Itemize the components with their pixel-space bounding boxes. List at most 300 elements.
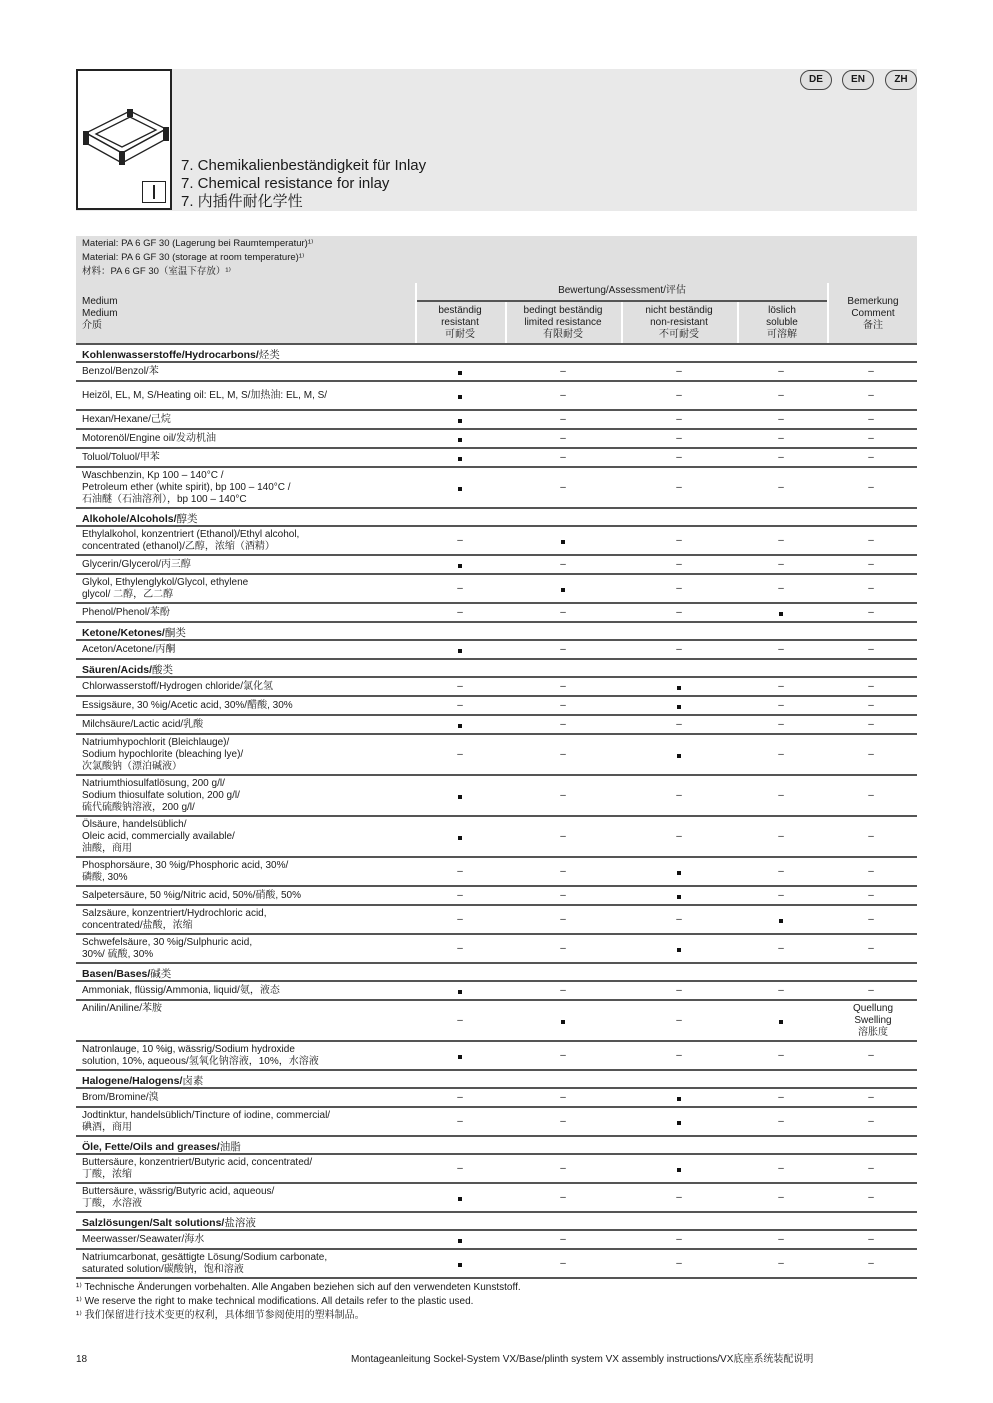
table-rule bbox=[76, 380, 917, 382]
column-divider bbox=[827, 1250, 829, 1277]
column-divider bbox=[737, 1042, 739, 1069]
table-rule bbox=[76, 815, 917, 817]
resistance-dash: – bbox=[676, 718, 682, 730]
resistance-dash: – bbox=[560, 830, 566, 842]
column-divider bbox=[621, 1001, 623, 1040]
resistance-dash: – bbox=[676, 451, 682, 463]
resistance-dash: – bbox=[676, 1049, 682, 1061]
header-col-line: soluble bbox=[766, 317, 798, 328]
column-divider bbox=[415, 1231, 417, 1248]
column-divider bbox=[505, 1042, 507, 1069]
medium-cell bbox=[82, 1186, 274, 1210]
resistance-dash: – bbox=[676, 913, 682, 925]
medium-line: Motorenöl/Engine oil/发动机油 bbox=[82, 432, 216, 444]
table-rule bbox=[76, 676, 917, 678]
medium-cell bbox=[82, 908, 267, 932]
column-divider bbox=[737, 1184, 739, 1211]
header-col-line: nicht beständig bbox=[645, 305, 713, 316]
resistance-mark-icon bbox=[458, 795, 462, 799]
resistance-dash: – bbox=[778, 481, 784, 493]
medium-line: Ölsäure, handelsüblich/ bbox=[82, 818, 187, 830]
column-divider bbox=[621, 411, 623, 428]
header-col-2 bbox=[621, 305, 737, 341]
medium-line: Natriumcarbonat, gesättigte Lösung/Sodium carbonate, bbox=[82, 1251, 328, 1263]
column-divider bbox=[827, 468, 829, 507]
column-divider bbox=[415, 575, 417, 602]
resistance-mark-icon bbox=[458, 1055, 462, 1059]
column-divider bbox=[415, 935, 417, 962]
table-rule bbox=[76, 1087, 917, 1089]
medium-cell bbox=[82, 1044, 319, 1068]
column-divider bbox=[621, 716, 623, 733]
column-divider bbox=[621, 817, 623, 856]
resistance-dash: – bbox=[457, 748, 463, 760]
comment-cell: – bbox=[868, 534, 874, 546]
footnote-0: ¹⁾ Technische Änderungen vorbehalten. Alle Angaben beziehen sich auf den verwendeten Kunststoff. bbox=[76, 1282, 521, 1293]
column-divider bbox=[827, 776, 829, 815]
table-rule bbox=[76, 695, 917, 697]
table-rule bbox=[76, 980, 917, 982]
resistance-dash: – bbox=[676, 413, 682, 425]
table-rule bbox=[76, 343, 917, 345]
column-divider bbox=[621, 1184, 623, 1211]
language-badge-zh: ZH bbox=[885, 70, 917, 90]
resistance-dash: – bbox=[778, 889, 784, 901]
column-divider bbox=[415, 604, 417, 621]
column-divider bbox=[505, 716, 507, 733]
column-divider bbox=[621, 858, 623, 885]
column-divider bbox=[737, 468, 739, 507]
resistance-mark-icon bbox=[458, 395, 462, 399]
resistance-dash: – bbox=[560, 680, 566, 692]
category-heading-cjk: 醇类 bbox=[176, 513, 198, 525]
column-divider bbox=[827, 858, 829, 885]
table-rule bbox=[76, 507, 917, 509]
comment-cell: – bbox=[868, 984, 874, 996]
column-divider bbox=[415, 735, 417, 774]
header-comment bbox=[829, 296, 917, 332]
column-divider bbox=[505, 1250, 507, 1277]
resistance-dash: – bbox=[676, 389, 682, 401]
resistance-dash: – bbox=[560, 606, 566, 618]
column-divider bbox=[415, 697, 417, 714]
column-divider bbox=[415, 1155, 417, 1182]
column-divider bbox=[505, 641, 507, 658]
category-heading-cjk: 烃类 bbox=[258, 349, 280, 361]
column-divider bbox=[737, 982, 739, 999]
column-divider bbox=[621, 935, 623, 962]
column-divider bbox=[415, 430, 417, 447]
column-divider bbox=[505, 382, 507, 409]
resistance-dash: – bbox=[676, 432, 682, 444]
header-medium-line: Medium bbox=[82, 296, 118, 307]
resistance-dash: – bbox=[778, 534, 784, 546]
medium-line: Oleic acid, commercially available/ bbox=[82, 830, 235, 842]
resistance-mark-icon bbox=[677, 871, 681, 875]
resistance-dash: – bbox=[457, 913, 463, 925]
category-heading: Säuren/Acids/酸类 bbox=[82, 664, 174, 676]
table-rule bbox=[76, 774, 917, 776]
column-divider bbox=[415, 716, 417, 733]
comment-cell: – bbox=[868, 1233, 874, 1245]
header-col-line: non-resistant bbox=[650, 317, 708, 328]
column-divider bbox=[827, 982, 829, 999]
column-divider bbox=[621, 1108, 623, 1135]
resistance-dash: – bbox=[778, 789, 784, 801]
header-medium-line: 介质 bbox=[82, 320, 102, 331]
resistance-dash: – bbox=[560, 1191, 566, 1203]
column-divider bbox=[621, 1089, 623, 1106]
medium-line: Glycerin/Glycerol/丙三醇 bbox=[82, 558, 191, 570]
medium-line: Sodium thiosulfate solution, 200 g/l/ bbox=[82, 789, 240, 801]
resistance-mark-icon bbox=[677, 754, 681, 758]
column-divider bbox=[505, 935, 507, 962]
column-divider bbox=[737, 527, 739, 554]
column-divider bbox=[827, 527, 829, 554]
column-divider bbox=[505, 363, 507, 380]
column-divider bbox=[737, 411, 739, 428]
medium-cell bbox=[82, 1003, 162, 1015]
column-divider bbox=[621, 1042, 623, 1069]
header-assessment: Bewertung/Assessment/评估 bbox=[558, 285, 686, 296]
column-divider bbox=[621, 382, 623, 409]
table-rule bbox=[76, 1211, 917, 1213]
column-divider bbox=[737, 1001, 739, 1040]
column-divider bbox=[827, 604, 829, 621]
medium-line: 石油醚（石油溶剂），bp 100 – 140°C bbox=[82, 493, 247, 505]
medium-line: Natriumhypochlorit (Bleichlauge)/ bbox=[82, 736, 230, 748]
resistance-mark-icon bbox=[458, 438, 462, 442]
column-divider bbox=[737, 735, 739, 774]
medium-line: Waschbenzin, Kp 100 – 140°C / bbox=[82, 469, 224, 481]
resistance-dash: – bbox=[560, 643, 566, 655]
resistance-dash: – bbox=[778, 865, 784, 877]
medium-cell bbox=[82, 1234, 204, 1246]
column-divider bbox=[415, 1184, 417, 1211]
resistance-dash: – bbox=[457, 889, 463, 901]
resistance-dash: – bbox=[457, 1014, 463, 1026]
resistance-mark-icon bbox=[677, 686, 681, 690]
table-rule bbox=[76, 361, 917, 363]
resistance-mark-icon bbox=[458, 1197, 462, 1201]
medium-line: concentrated (ethanol)/乙醇，浓缩（酒精） bbox=[82, 540, 275, 552]
column-divider bbox=[737, 363, 739, 380]
table-rule bbox=[76, 904, 917, 906]
resistance-dash: – bbox=[778, 699, 784, 711]
column-divider bbox=[505, 430, 507, 447]
resistance-mark-icon bbox=[458, 457, 462, 461]
medium-line: Schwefelsäure, 30 %ig/Sulphuric acid, bbox=[82, 936, 253, 948]
column-divider bbox=[827, 449, 829, 466]
resistance-mark-icon bbox=[561, 540, 565, 544]
resistance-dash: – bbox=[560, 389, 566, 401]
resistance-mark-icon bbox=[779, 919, 783, 923]
column-divider bbox=[415, 678, 417, 695]
column-divider bbox=[415, 556, 417, 573]
comment-cell: – bbox=[868, 718, 874, 730]
table-rule bbox=[76, 639, 917, 641]
medium-cell bbox=[82, 577, 248, 601]
medium-cell bbox=[82, 366, 159, 378]
resistance-dash: – bbox=[778, 1257, 784, 1269]
table-rule bbox=[76, 621, 917, 623]
page-number: 18 bbox=[76, 1354, 88, 1365]
category-heading: Basen/Bases/碱类 bbox=[82, 968, 172, 980]
resistance-dash: – bbox=[778, 718, 784, 730]
resistance-mark-icon bbox=[458, 724, 462, 728]
header-medium-line: Medium bbox=[82, 308, 118, 319]
resistance-dash: – bbox=[560, 1115, 566, 1127]
column-divider bbox=[505, 575, 507, 602]
resistance-dash: – bbox=[778, 643, 784, 655]
header-comment-line: Bemerkung bbox=[847, 296, 899, 307]
medium-line: Benzol/Benzol/苯 bbox=[82, 365, 159, 377]
medium-line: Ethylalkohol, konzentriert (Ethanol)/Ethyl alcohol, bbox=[82, 528, 300, 540]
column-divider bbox=[827, 1042, 829, 1069]
language-badge-en: EN bbox=[842, 70, 874, 90]
header-col-line: 不可耐受 bbox=[659, 329, 699, 340]
column-divider bbox=[505, 817, 507, 856]
table-rule bbox=[76, 1248, 917, 1250]
column-divider bbox=[737, 449, 739, 466]
column-divider bbox=[621, 982, 623, 999]
resistance-dash: – bbox=[778, 1233, 784, 1245]
category-heading: Halogene/Halogens/卤素 bbox=[82, 1075, 204, 1087]
header-col-line: 可耐受 bbox=[445, 329, 475, 340]
header-col-line: 有限耐受 bbox=[543, 329, 583, 340]
column-divider bbox=[505, 411, 507, 428]
comment-line: 溶胀度 bbox=[858, 1026, 888, 1038]
table-rule bbox=[76, 1153, 917, 1155]
resistance-dash: – bbox=[778, 1162, 784, 1174]
column-divider bbox=[415, 1042, 417, 1069]
medium-line: Aceton/Acetone/丙酮 bbox=[82, 643, 176, 655]
medium-line: Essigsäure, 30 %ig/Acetic acid, 30%/醋酸, 30% bbox=[82, 699, 293, 711]
table-rule bbox=[76, 428, 917, 430]
column-divider bbox=[415, 1250, 417, 1277]
table-rule bbox=[76, 1229, 917, 1231]
table-rule bbox=[76, 573, 917, 575]
material-en: Material: PA 6 GF 30 (storage at room temperature)¹⁾ bbox=[82, 252, 305, 263]
page-titles bbox=[181, 157, 426, 211]
inlay-mark-icon bbox=[142, 181, 166, 203]
resistance-dash: – bbox=[778, 984, 784, 996]
column-divider bbox=[827, 935, 829, 962]
resistance-dash: – bbox=[676, 481, 682, 493]
medium-line: Salpetersäure, 50 %ig/Nitric acid, 50%/硝酸, 50% bbox=[82, 889, 301, 901]
column-divider bbox=[737, 556, 739, 573]
category-heading: Ketone/Ketones/酮类 bbox=[82, 627, 186, 639]
column-divider bbox=[621, 678, 623, 695]
column-divider bbox=[827, 1001, 829, 1040]
resistance-dash: – bbox=[676, 1191, 682, 1203]
comment-cell: – bbox=[868, 680, 874, 692]
column-divider bbox=[505, 906, 507, 933]
resistance-dash: – bbox=[676, 1014, 682, 1026]
category-heading-cjk: 酸类 bbox=[152, 664, 174, 676]
column-divider bbox=[827, 1184, 829, 1211]
resistance-mark-icon bbox=[561, 1020, 565, 1024]
header-comment-line: 备注 bbox=[863, 320, 883, 331]
comment-cell: – bbox=[868, 1191, 874, 1203]
resistance-mark-icon bbox=[458, 836, 462, 840]
comment-cell: – bbox=[868, 865, 874, 877]
resistance-dash: – bbox=[778, 1049, 784, 1061]
column-divider bbox=[505, 697, 507, 714]
column-divider bbox=[505, 527, 507, 554]
medium-cell bbox=[82, 452, 160, 464]
comment-cell: – bbox=[868, 699, 874, 711]
category-heading: Salzlösungen/Salt solutions/盐溶液 bbox=[82, 1217, 256, 1229]
medium-line: 油酸，商用 bbox=[82, 842, 132, 854]
column-divider bbox=[737, 1231, 739, 1248]
column-divider bbox=[737, 1155, 739, 1182]
column-divider bbox=[827, 817, 829, 856]
category-heading-cjk: 盐溶液 bbox=[224, 1217, 256, 1229]
medium-line: saturated solution/碳酸钠，饱和溶液 bbox=[82, 1263, 244, 1275]
column-divider bbox=[737, 716, 739, 733]
material-zh: 材料：PA 6 GF 30（室温下存放）¹⁾ bbox=[82, 266, 231, 277]
column-divider bbox=[621, 1231, 623, 1248]
resistance-mark-icon bbox=[677, 1121, 681, 1125]
comment-cell: – bbox=[868, 913, 874, 925]
comment-cell: – bbox=[868, 643, 874, 655]
table-rule bbox=[76, 466, 917, 468]
medium-line: Salzsäure, konzentriert/Hydrochloric acid, bbox=[82, 907, 267, 919]
medium-cell bbox=[82, 890, 301, 902]
comment-cell: – bbox=[868, 432, 874, 444]
footer-title: Montageanleitung Sockel-System VX/Base/plinth system VX assembly instructions/VX底座系统装配说明 bbox=[351, 1354, 814, 1365]
comment-cell: – bbox=[868, 1257, 874, 1269]
comment-cell: – bbox=[868, 481, 874, 493]
medium-cell bbox=[82, 607, 170, 619]
resistance-dash: – bbox=[778, 558, 784, 570]
table-rule bbox=[76, 1182, 917, 1184]
resistance-dash: – bbox=[778, 389, 784, 401]
resistance-dash: – bbox=[457, 582, 463, 594]
column-divider bbox=[415, 982, 417, 999]
comment-cell: – bbox=[868, 365, 874, 377]
table-rule bbox=[76, 1106, 917, 1108]
column-divider bbox=[827, 382, 829, 409]
resistance-dash: – bbox=[457, 942, 463, 954]
table-rule bbox=[76, 1135, 917, 1137]
column-divider bbox=[737, 1250, 739, 1277]
column-divider bbox=[621, 887, 623, 904]
resistance-dash: – bbox=[676, 558, 682, 570]
table-rule bbox=[76, 999, 917, 1001]
medium-line: solution, 10%, aqueous/氢氧化钠溶液，10%，水溶液 bbox=[82, 1055, 319, 1067]
resistance-dash: – bbox=[560, 865, 566, 877]
column-divider bbox=[827, 678, 829, 695]
medium-line: Natronlauge, 10 %ig, wässrig/Sodium hydroxide bbox=[82, 1043, 295, 1055]
medium-cell bbox=[82, 681, 273, 693]
medium-cell bbox=[82, 414, 171, 426]
medium-line: 次氯酸钠（漂泊碱液） bbox=[82, 760, 182, 772]
resistance-dash: – bbox=[560, 789, 566, 801]
column-divider bbox=[415, 527, 417, 554]
resistance-dash: – bbox=[676, 534, 682, 546]
table-rule bbox=[76, 933, 917, 935]
title-zh: 7. 内插件耐化学性 bbox=[181, 193, 303, 210]
resistance-mark-icon bbox=[458, 487, 462, 491]
column-divider bbox=[505, 735, 507, 774]
column-divider bbox=[505, 1231, 507, 1248]
table-rule bbox=[76, 554, 917, 556]
medium-cell bbox=[82, 700, 293, 712]
resistance-dash: – bbox=[676, 984, 682, 996]
medium-line: Jodtinktur, handelsüblich/Tincture of iodine, commercial/ bbox=[82, 1109, 331, 1121]
comment-cell: – bbox=[868, 1115, 874, 1127]
resistance-mark-icon bbox=[677, 705, 681, 709]
resistance-dash: – bbox=[778, 413, 784, 425]
medium-line: Sodium hypochlorite (bleaching lye)/ bbox=[82, 748, 244, 760]
medium-cell bbox=[82, 860, 288, 884]
column-divider bbox=[505, 1155, 507, 1182]
column-divider bbox=[737, 887, 739, 904]
comment-cell: – bbox=[868, 830, 874, 842]
resistance-dash: – bbox=[560, 451, 566, 463]
medium-cell bbox=[82, 1157, 312, 1181]
comment-cell: – bbox=[868, 389, 874, 401]
table-rule bbox=[76, 733, 917, 735]
table-rule bbox=[76, 602, 917, 604]
column-divider bbox=[415, 411, 417, 428]
column-divider bbox=[827, 1155, 829, 1182]
medium-line: Meerwasser/Seawater/海水 bbox=[82, 1233, 205, 1245]
category-heading-cjk: 油脂 bbox=[219, 1141, 241, 1153]
comment-cell: – bbox=[868, 942, 874, 954]
header-col-line: beständig bbox=[438, 305, 482, 316]
column-divider bbox=[415, 1108, 417, 1135]
medium-line: Buttersäure, konzentriert/Butyric acid, concentrated/ bbox=[82, 1156, 313, 1168]
medium-cell bbox=[82, 644, 175, 656]
comment-cell: – bbox=[868, 789, 874, 801]
resistance-dash: – bbox=[457, 865, 463, 877]
column-divider bbox=[621, 641, 623, 658]
column-divider bbox=[621, 449, 623, 466]
resistance-mark-icon bbox=[458, 649, 462, 653]
column-divider bbox=[737, 858, 739, 885]
medium-cell bbox=[82, 1110, 330, 1134]
medium-line: Chlorwasserstoff/Hydrogen chloride/氯化氢 bbox=[82, 680, 274, 692]
comment-cell: – bbox=[868, 1049, 874, 1061]
column-divider bbox=[827, 641, 829, 658]
column-divider bbox=[415, 858, 417, 885]
resistance-dash: – bbox=[560, 748, 566, 760]
medium-line: Ammoniak, flüssig/Ammonia, liquid/氨，液态 bbox=[82, 984, 280, 996]
column-divider bbox=[737, 382, 739, 409]
medium-line: Glykol, Ethylenglykol/Glycol, ethylene bbox=[82, 576, 249, 588]
column-divider bbox=[827, 1108, 829, 1135]
header-rule bbox=[417, 300, 827, 302]
medium-cell bbox=[82, 1092, 159, 1104]
column-divider bbox=[621, 697, 623, 714]
resistance-mark-icon bbox=[677, 948, 681, 952]
column-divider bbox=[621, 363, 623, 380]
medium-line: 硫代硫酸钠溶液，200 g/l/ bbox=[82, 801, 195, 813]
column-divider bbox=[415, 449, 417, 466]
column-divider bbox=[621, 1250, 623, 1277]
resistance-mark-icon bbox=[677, 895, 681, 899]
column-divider bbox=[621, 575, 623, 602]
resistance-dash: – bbox=[676, 582, 682, 594]
material-info bbox=[76, 236, 917, 283]
resistance-dash: – bbox=[560, 365, 566, 377]
column-divider bbox=[415, 817, 417, 856]
column-divider bbox=[415, 641, 417, 658]
column-divider bbox=[505, 1108, 507, 1135]
